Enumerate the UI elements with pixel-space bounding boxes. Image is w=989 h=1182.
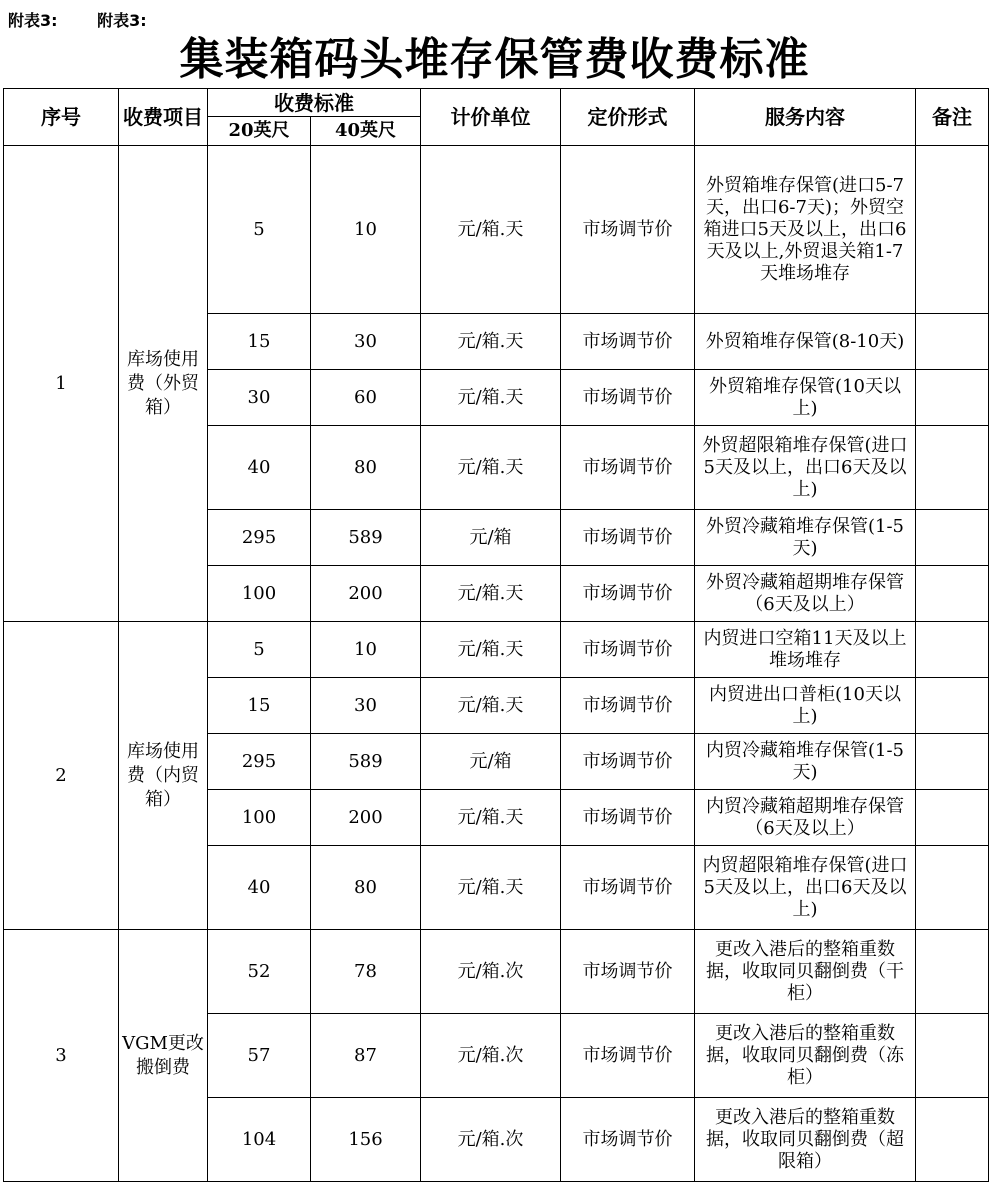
remark-cell	[916, 846, 989, 930]
fee-20ft-cell: 100	[208, 790, 311, 846]
service-cell: 外贸冷藏箱堆存保管(1-5天)	[695, 510, 916, 566]
service-cell: 内贸冷藏箱堆存保管(1-5天)	[695, 734, 916, 790]
service-cell: 外贸箱堆存保管(8-10天)	[695, 314, 916, 370]
unit-cell: 元/箱	[421, 510, 561, 566]
fee-20ft-cell: 5	[208, 622, 311, 678]
service-cell: 更改入港后的整箱重数据，收取同贝翻倒费（冻柜）	[695, 1014, 916, 1098]
header-40ft: 40英尺	[311, 117, 421, 146]
fee-20ft-cell: 30	[208, 370, 311, 426]
attachment-label-left: 附表3:	[8, 11, 58, 30]
pricing-cell: 市场调节价	[561, 622, 695, 678]
service-cell: 外贸箱堆存保管(10天以上)	[695, 370, 916, 426]
pricing-cell: 市场调节价	[561, 146, 695, 314]
header-standard: 收费标准	[208, 89, 421, 117]
service-cell: 内贸进出口普柜(10天以上)	[695, 678, 916, 734]
unit-cell: 元/箱.天	[421, 146, 561, 314]
fee-40ft-cell: 589	[311, 510, 421, 566]
fee-40ft-cell: 80	[311, 846, 421, 930]
item-cell: VGM更改搬倒费	[119, 930, 208, 1182]
header-pricing: 定价形式	[561, 89, 695, 146]
fee-20ft-cell: 40	[208, 846, 311, 930]
remark-cell	[916, 566, 989, 622]
unit-cell: 元/箱.天	[421, 370, 561, 426]
remark-cell	[916, 314, 989, 370]
service-cell: 外贸冷藏箱超期堆存保管（6天及以上）	[695, 566, 916, 622]
fee-20ft-cell: 104	[208, 1098, 311, 1182]
seq-cell: 2	[4, 622, 119, 930]
pricing-cell: 市场调节价	[561, 370, 695, 426]
fee-20ft-cell: 100	[208, 566, 311, 622]
table-row	[4, 622, 989, 678]
fee-40ft-cell: 200	[311, 566, 421, 622]
item-cell: 库场使用费（外贸箱）	[119, 146, 208, 622]
fee-40ft-cell: 200	[311, 790, 421, 846]
service-cell: 内贸冷藏箱超期堆存保管（6天及以上）	[695, 790, 916, 846]
fee-20ft-cell: 295	[208, 510, 311, 566]
unit-cell: 元/箱.天	[421, 566, 561, 622]
item-cell: 库场使用费（内贸箱）	[119, 622, 208, 930]
remark-cell	[916, 510, 989, 566]
table-row	[4, 146, 989, 314]
pricing-cell: 市场调节价	[561, 678, 695, 734]
pricing-cell: 市场调节价	[561, 846, 695, 930]
unit-cell: 元/箱.天	[421, 846, 561, 930]
service-cell: 更改入港后的整箱重数据，收取同贝翻倒费（干柜）	[695, 930, 916, 1014]
remark-cell	[916, 1098, 989, 1182]
service-cell: 外贸超限箱堆存保管(进口5天及以上，出口6天及以上)	[695, 426, 916, 510]
service-cell: 外贸箱堆存保管(进口5-7天，出口6-7天)；外贸空箱进口5天及以上，出口6天及以上,外贸退关箱1-7天堆场堆存	[695, 146, 916, 314]
unit-cell: 元/箱.天	[421, 622, 561, 678]
fee-40ft-cell: 156	[311, 1098, 421, 1182]
fee-40ft-cell: 78	[311, 930, 421, 1014]
header-unit: 计价单位	[421, 89, 561, 146]
remark-cell	[916, 426, 989, 510]
unit-cell: 元/箱.次	[421, 1098, 561, 1182]
pricing-cell: 市场调节价	[561, 734, 695, 790]
unit-cell: 元/箱	[421, 734, 561, 790]
fee-20ft-cell: 52	[208, 930, 311, 1014]
remark-cell	[916, 1014, 989, 1098]
attachment-label-right: 附表3:	[97, 11, 147, 30]
fee-40ft-cell: 10	[311, 146, 421, 314]
remark-cell	[916, 790, 989, 846]
fee-20ft-cell: 295	[208, 734, 311, 790]
attachment-labels	[8, 8, 147, 31]
header-remark: 备注	[916, 89, 989, 146]
pricing-cell: 市场调节价	[561, 566, 695, 622]
fee-40ft-cell: 80	[311, 426, 421, 510]
pricing-cell: 市场调节价	[561, 426, 695, 510]
header-20ft: 20英尺	[208, 117, 311, 146]
header-item: 收费项目	[119, 89, 208, 146]
remark-cell	[916, 678, 989, 734]
fee-40ft-cell: 30	[311, 678, 421, 734]
pricing-cell: 市场调节价	[561, 1014, 695, 1098]
fee-20ft-cell: 40	[208, 426, 311, 510]
pricing-cell: 市场调节价	[561, 314, 695, 370]
fee-40ft-cell: 30	[311, 314, 421, 370]
fee-40ft-cell: 60	[311, 370, 421, 426]
seq-cell: 3	[4, 930, 119, 1182]
remark-cell	[916, 930, 989, 1014]
unit-cell: 元/箱.次	[421, 1014, 561, 1098]
remark-cell	[916, 146, 989, 314]
service-cell: 内贸进口空箱11天及以上堆场堆存	[695, 622, 916, 678]
fee-40ft-cell: 10	[311, 622, 421, 678]
pricing-cell: 市场调节价	[561, 930, 695, 1014]
table-row	[4, 930, 989, 1014]
pricing-cell: 市场调节价	[561, 790, 695, 846]
fee-40ft-cell: 589	[311, 734, 421, 790]
unit-cell: 元/箱.天	[421, 790, 561, 846]
seq-cell: 1	[4, 146, 119, 622]
fee-20ft-cell: 57	[208, 1014, 311, 1098]
unit-cell: 元/箱.次	[421, 930, 561, 1014]
pricing-cell: 市场调节价	[561, 1098, 695, 1182]
remark-cell	[916, 734, 989, 790]
service-cell: 更改入港后的整箱重数据，收取同贝翻倒费（超限箱）	[695, 1098, 916, 1182]
pricing-cell: 市场调节价	[561, 510, 695, 566]
service-cell: 内贸超限箱堆存保管(进口5天及以上，出口6天及以上)	[695, 846, 916, 930]
header-seq: 序号	[4, 89, 119, 146]
remark-cell	[916, 370, 989, 426]
remark-cell	[916, 622, 989, 678]
unit-cell: 元/箱.天	[421, 314, 561, 370]
fee-40ft-cell: 87	[311, 1014, 421, 1098]
unit-cell: 元/箱.天	[421, 678, 561, 734]
fee-20ft-cell: 15	[208, 678, 311, 734]
fee-20ft-cell: 15	[208, 314, 311, 370]
header-service: 服务内容	[695, 89, 916, 146]
unit-cell: 元/箱.天	[421, 426, 561, 510]
fee-20ft-cell: 5	[208, 146, 311, 314]
page-title: 集装箱码头堆存保管费收费标准	[179, 34, 810, 85]
fee-table	[3, 88, 989, 1182]
